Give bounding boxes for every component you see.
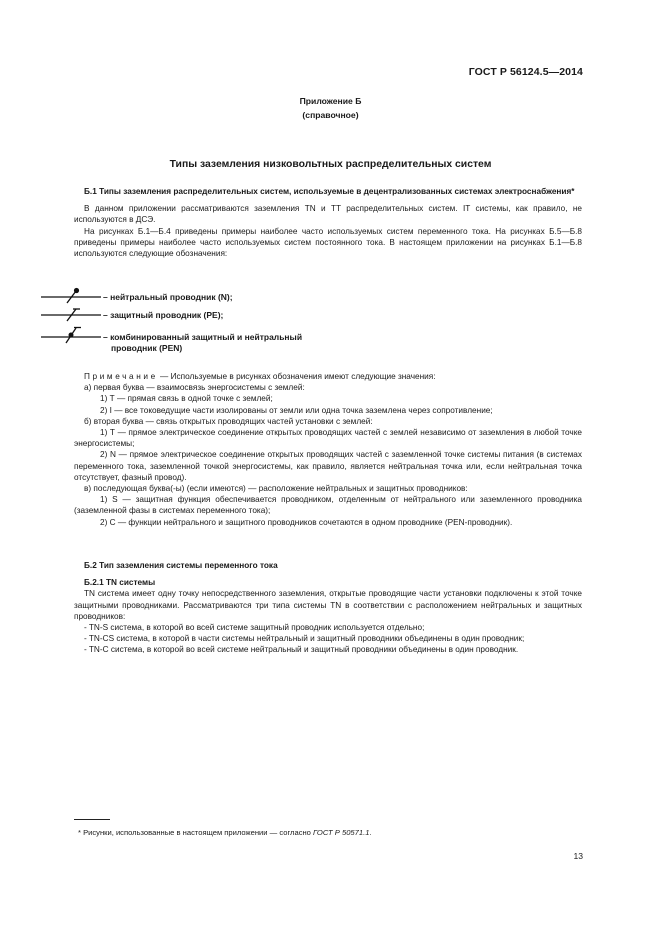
footnote	[78, 828, 372, 837]
note-item-c: в) последующая буква(-ы) (если имеются) — расположение нейтральных и защитных проводников:	[84, 484, 468, 494]
annex-title: Приложение Б	[299, 96, 362, 106]
footnote-text: * Рисунки, использованные в настоящем приложении — согласно	[78, 828, 314, 837]
note-item-c1: 1) S — защитная функция обеспечивается проводником, отделенным от нейтрального или заземленного проводника (заземленной фазы в системах переменного тока);	[74, 495, 582, 516]
note-item-b2: 2) N — прямое электрическое соединение открытых проводящих частей с заземленной точке системы питания (в системах переменного тока, заземленной точкой энергосистемы, как правило, является нейтральная точка или, если нейтральная точка отсутствует, фазный провод).	[74, 450, 582, 482]
note-item-a: а) первая буква — взаимосвязь энергосистемы с землей:	[84, 383, 305, 393]
note-label: Примечание	[84, 372, 158, 381]
annex-subtitle: (справочное)	[302, 110, 359, 120]
legend-text-pen: – комбинированный защитный и нейтральный	[103, 332, 303, 342]
footnote-divider	[74, 819, 110, 820]
protective-conductor-symbol	[40, 304, 102, 324]
b1-heading: Б.1 Типы заземления распределительных систем, используемые в децентрализованных системах электроснабжения*	[84, 187, 575, 196]
b2-list-item-tn-c: - TN-C система, в которой во всей системе нейтральный и защитный проводники объединены в один проводник.	[84, 645, 519, 655]
note-item-c2: 2) С — функции нейтрального и защитного проводников сочетаются в одном проводнике (PEN-проводник).	[100, 517, 513, 527]
neutral-conductor-symbol	[40, 286, 102, 306]
note-block	[74, 371, 582, 528]
note-item-a1: 1) Т — прямая связь в одной точке с землей;	[100, 394, 273, 404]
document-header: ГОСТ Р 56124.5—2014	[468, 66, 583, 78]
b2-list-item-tn-cs: - TN-CS система, в которой в части системы нейтральный и защитный проводники объединены в один проводник;	[84, 634, 525, 644]
b1-paragraph-1: В данном приложении рассматриваются заземления TN и TT распределительных систем. IT системы, как правило, не используются в ДСЭ.	[74, 204, 582, 225]
b2-heading: Б.2 Тип заземления системы переменного тока	[84, 561, 278, 570]
note-item-b1: 1) Т — прямое электрическое соединение открытых проводящих частей с землей независимо от заземления в любой точке энергосистемы;	[74, 428, 582, 449]
legend-text-neutral: – нейтральный проводник (N);	[103, 292, 233, 302]
footnote-end: .	[369, 828, 372, 837]
b2-list-item-tn-s: - TN-S система, в которой во всей системе защитный проводник используется отдельно;	[84, 623, 425, 633]
note-item-b: б) вторая буква — связь открытых проводящих частей установки с землей:	[84, 416, 373, 426]
legend-text-pen-line2: проводник (PEN)	[111, 343, 183, 353]
b1-paragraph-2: На рисунках Б.1—Б.4 приведены примеры наиболее часто используемых систем переменного тока. На рисунках Б.5—Б.8 приведены примеры наиболее часто используемых систем постоянного тока. В настоящем приложении на рисунках Б.1—Б.8 используются следующие обозначения:	[74, 226, 582, 259]
b2-paragraph-1: TN система имеет одну точку непосредственного заземления, открытые проводящие части установки подключены к этой точке защитными проводниками. Рассматриваются три типа системы TN в соответствии с расположением нейтральных и защитных проводников:	[74, 589, 582, 621]
legend-text-protective: – защитный проводник (PE);	[103, 310, 224, 320]
section-b2	[74, 560, 582, 656]
footnote-reference: ГОСТ Р 50571.1	[313, 828, 370, 837]
pen-conductor-symbol	[40, 324, 102, 346]
note-intro: — Используемые в рисунках обозначения имеют следующие значения:	[157, 372, 436, 381]
note-item-a2: 2) I — все токоведущие части изолированы от земли или одна точка заземлена через сопротивление;	[100, 405, 493, 415]
page-number: 13	[573, 851, 583, 861]
section-b1	[74, 186, 582, 259]
b2-subheading: Б.2.1 TN системы	[84, 578, 156, 588]
section-title: Типы заземления низковольтных распределительных систем	[169, 159, 492, 170]
